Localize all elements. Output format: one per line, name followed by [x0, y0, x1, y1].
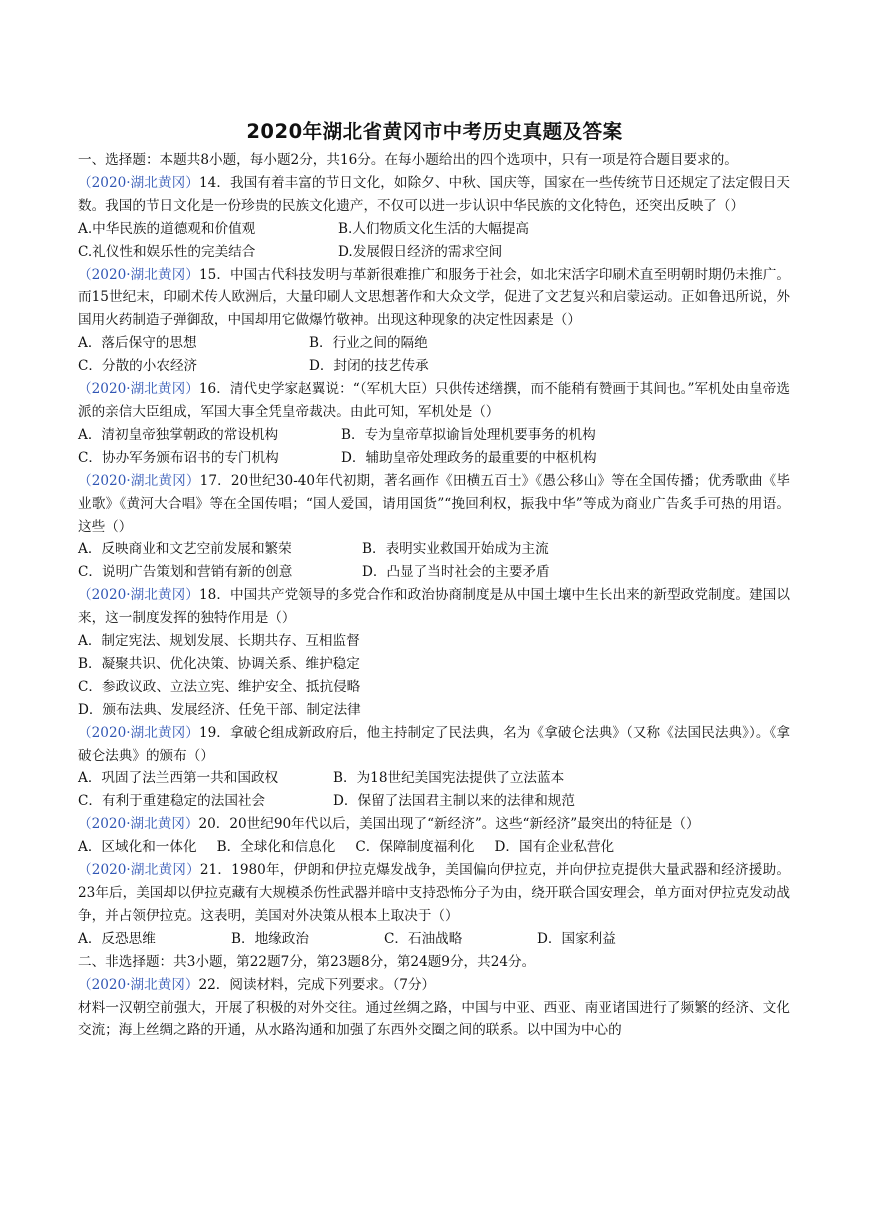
option-c: C．说明广告策划和营销有新的创意 — [78, 564, 293, 581]
options-row — [78, 424, 790, 447]
option-d: D．辅助皇帝处理政务的最重要的中枢机构 — [341, 449, 597, 466]
question-20 — [78, 813, 790, 836]
option-b: B．行业之间的隔绝 — [309, 335, 428, 352]
options-row — [78, 241, 790, 264]
option-d: D．保留了法国君主制以来的法律和规范 — [333, 793, 575, 810]
option-b: B.人们物质文化生活的大幅提高 — [338, 220, 530, 237]
source-tag: （2020·湖北黄冈） — [78, 266, 199, 283]
question-19 — [78, 722, 790, 768]
options-row — [78, 767, 790, 790]
option-a: A．反恐思维 — [78, 930, 156, 947]
source-tag: （2020·湖北黄冈） — [78, 381, 199, 398]
option-d: D.发展假日经济的需求空间 — [338, 243, 503, 260]
option-b: B．为18世纪美国宪法提供了立法蓝本 — [333, 770, 565, 787]
page-title: 2020年湖北省黄冈市中考历史真题及答案 — [246, 120, 623, 143]
option-a: A．区域化和一体化 — [78, 839, 197, 856]
material-one: 材料一汉朝空前强大，开展了积极的对外交往。通过丝绸之路，中国与中亚、西亚、南亚诸国进行了频繁的经济、文化交流；海上丝绸之路的开通，从水路沟通和加强了东西外交圈之间的联系。以中国为中心的 — [78, 999, 790, 1039]
option-a: A．清初皇帝独掌朝政的常设机构 — [78, 426, 279, 443]
options-row — [78, 218, 790, 241]
question-17 — [78, 470, 790, 539]
option-c: C．参政议政、立法立宪、维护安全、抵抗侵略 — [78, 678, 361, 695]
option-b: B．凝聚共识、优化决策、协调关系、维护稳定 — [78, 655, 360, 672]
option-b: B．专为皇帝草拟谕旨处理机要事务的机构 — [341, 426, 596, 443]
option-c: C．协办军务颁布诏书的专门机构 — [78, 449, 279, 466]
options-row — [78, 538, 790, 561]
question-stem: 15．中国古代科技发明与革新很难推广和服务于社会，如北宋活字印刷术直至明朝时期仍未推广。而15世纪末，印刷术传人欧洲后，大量印刷人文思想著作和大众文学，促进了文艺复兴和启蒙运动。正如鲁迅所说，外国用火药制造子弹御敌，中国却用它做爆竹敬神。出现这种现象的决定性因素是（） — [78, 266, 790, 329]
section-heading-choice: 一、选择题：本题共8小题，每小题2分，共16分。在每小题给出的四个选项中，只有一项是符合题目要求的。 — [78, 152, 738, 168]
option-d: D．凸显了当时社会的主要矛盾 — [362, 564, 550, 581]
source-tag: （2020·湖北黄冈） — [78, 976, 199, 993]
question-14 — [78, 172, 790, 218]
options-row — [78, 561, 790, 584]
question-stem: 18．中国共产党领导的多党合作和政治协商制度是从中国土壤中生长出来的新型政党制度。建国以来，这一制度发挥的独特作用是（） — [78, 587, 790, 627]
option-a: A．反映商业和文艺空前发展和繁荣 — [78, 541, 292, 558]
question-22 — [78, 974, 790, 997]
question-stem: 22．阅读材料，完成下列要求。（7分） — [198, 976, 436, 993]
source-tag: （2020·湖北黄冈） — [78, 472, 200, 489]
source-tag: （2020·湖北黄冈） — [78, 587, 199, 604]
options-row — [78, 836, 790, 859]
question-stem: 20．20世纪90年代以后，美国出现了“新经济”。这些“新经济”最突出的特征是（） — [198, 816, 700, 833]
source-tag: （2020·湖北黄冈） — [78, 724, 199, 741]
question-16 — [78, 378, 790, 424]
option-d: D．国家利益 — [537, 930, 616, 947]
source-tag: （2020·湖北黄冈） — [78, 862, 200, 879]
question-stem: 16．清代史学家赵翼说：“（军机大臣）只供传述缮撰，而不能稍有赞画于其间也。”军机处由皇帝选派的亲信大臣组成，军国大事全凭皇帝裁决。由此可知，军机处是（） — [78, 381, 790, 420]
question-stem: 19．拿破仑组成新政府后，他主持制定了民法典，名为《拿破仑法典》（又称《法国民法典》）。《拿破仑法典》的颁布（） — [78, 724, 790, 764]
source-tag: （2020·湖北黄冈） — [78, 174, 199, 191]
options-row — [78, 447, 790, 470]
option-c: C．有利于重建稳定的法国社会 — [78, 793, 266, 810]
options-row — [78, 928, 790, 951]
option-d: D．颁布法典、发展经济、任免干部、制定法律 — [78, 701, 361, 718]
option-a: A．巩固了法兰西第一共和国政权 — [78, 770, 279, 787]
question-18 — [78, 584, 790, 630]
option-b: B．全球化和信息化 — [216, 839, 336, 856]
question-stem: 21．1980年，伊朗和伊拉克爆发战争，美国偏向伊拉克，并向伊拉克提供大量武器和经济援助。23年后，美国却以伊拉克藏有大规模杀伤性武器并暗中支持恐怖分子为由，绕开联合国安理会，单方面对伊拉克发动战争，并占领伊拉克。这表明，美国对外决策从根本上取决于（） — [78, 862, 790, 924]
option-b: B．地缘政治 — [231, 930, 309, 947]
options-row — [78, 355, 790, 378]
question-stem: 14．我国有着丰富的节日文化，如除夕、中秋、国庆等，国家在一些传统节日还规定了法定假日天数。我国的节日文化是一份珍贵的民族文化遗产，不仅可以进一步认识中华民族的文化特色，还突出反映了（） — [78, 174, 790, 214]
source-tag: （2020·湖北黄冈） — [78, 816, 199, 833]
option-a: A.中华民族的道德观和价值观 — [78, 220, 256, 237]
option-a: A．落后保守的思想 — [78, 335, 197, 352]
option-c: C．分散的小农经济 — [78, 358, 198, 375]
section-heading-non-choice: 二、非选择题：共3小题，第22题7分，第23题8分，第24题9分，共24分。 — [78, 953, 536, 970]
question-stem: 17．20世纪30-40年代初期，著名画作《田横五百士》《愚公移山》等在全国传播；优秀歌曲《毕业歌》《黄河大合唱》等在全国传唱；“国人爱国，请用国货”“挽回利权，振我中华”等成为商业广告炙手可热的用语。这些（） — [78, 472, 790, 535]
question-21 — [78, 859, 790, 928]
option-c: C.礼仪性和娱乐性的完美结合 — [78, 243, 256, 260]
question-15 — [78, 264, 790, 333]
document-body — [78, 149, 790, 1042]
option-a: A．制定宪法、规划发展、长期共存、互相监督 — [78, 633, 360, 650]
options-row — [78, 790, 790, 813]
option-c: C．保障制度福利化 — [355, 839, 475, 856]
option-d: D．封闭的技艺传承 — [309, 358, 429, 375]
option-b: B．表明实业救国开始成为主流 — [362, 541, 549, 558]
option-d: D．国有企业私营化 — [494, 839, 615, 856]
options-row — [78, 332, 790, 355]
option-c: C．石油战略 — [384, 930, 463, 947]
